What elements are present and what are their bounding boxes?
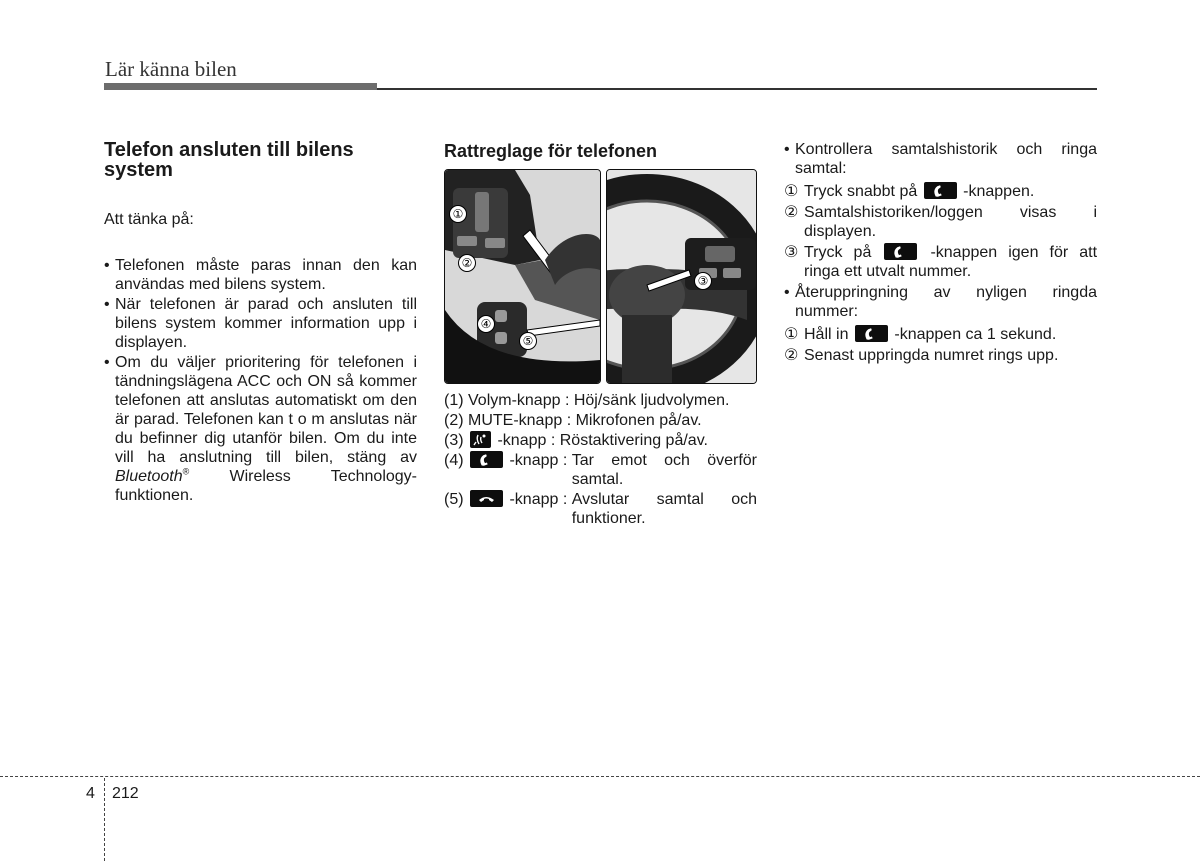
section-title: Lär känna bilen xyxy=(105,57,237,81)
definition-desc: Tar emot och överför samtal. xyxy=(571,452,757,488)
step-number: ① xyxy=(784,183,799,200)
callout-1: ① xyxy=(449,205,467,223)
left-column xyxy=(104,140,417,506)
phone-hangup-icon xyxy=(470,490,503,507)
list-item: • När telefonen är parad och ansluten till bilens system kommer information upp i displayen. xyxy=(104,295,417,352)
definition-key: (2) MUTE-knapp : xyxy=(444,412,572,429)
call-history-steps xyxy=(784,182,1097,281)
right-column xyxy=(784,140,1097,367)
step-number: ③ xyxy=(784,244,799,261)
phone-pickup-icon xyxy=(855,325,888,342)
definition-row xyxy=(444,391,757,410)
definition-desc: Höj/sänk ljudvolymen. xyxy=(573,392,730,409)
header-rule-accent xyxy=(104,83,377,90)
bullet-text: Om du väljer prioritering för telefonen i tändningslägena ACC och ON så kommer telefonen att anslutas automatiskt om den är parad. Telefonen kan t o m anslutas när du befinner dig utanför bilen. Om du inte vill ha anslutning till bilen, stäng av xyxy=(115,354,417,466)
definition-desc: Röstaktivering på/av. xyxy=(559,432,708,449)
left-bullet-list xyxy=(104,256,417,505)
steering-wheel-illustration xyxy=(607,170,756,383)
definition-desc: Avslutar samtal och funktioner. xyxy=(571,491,757,527)
definition-row xyxy=(444,451,757,489)
page-number: 212 xyxy=(112,785,139,802)
definition-key: (4) -knapp : xyxy=(444,452,568,469)
definition-row xyxy=(444,411,757,430)
phone-pickup-icon xyxy=(924,182,957,199)
steering-wheel-figure xyxy=(444,169,757,384)
step-item: ② Senast uppringda numret rings upp. xyxy=(784,347,1059,364)
callout-4: ④ xyxy=(477,315,495,333)
definition-key: (1) Volym-knapp : xyxy=(444,392,570,409)
registered-mark: ® xyxy=(182,466,190,477)
button-definitions xyxy=(444,391,757,529)
list-item: • Kontrollera samtalshistorik och ringa samtal: xyxy=(784,140,1097,178)
left-heading: Telefon ansluten till bilens system xyxy=(104,139,354,181)
step-item: ② Samtalshistoriken/loggen visas i displayen. xyxy=(784,204,1097,240)
definition-key: (3) -knapp : xyxy=(444,432,556,449)
closeup-illustration xyxy=(445,170,600,383)
definition-row xyxy=(444,490,757,528)
voice-icon xyxy=(470,431,491,448)
callout-3: ③ xyxy=(694,272,712,290)
phone-pickup-icon xyxy=(884,243,917,260)
bullet-text-end: Wireless Technology-funktionen. xyxy=(115,468,417,504)
list-item xyxy=(104,353,417,505)
callout-2: ② xyxy=(458,254,476,272)
redial-bullet-list xyxy=(784,283,1097,321)
step-number: ② xyxy=(784,347,799,364)
list-item: • Återuppringning av nyligen ringda nummer: xyxy=(784,283,1097,321)
middle-heading: Rattreglage för telefonen xyxy=(444,141,658,161)
definition-row xyxy=(444,431,757,450)
list-item: • Telefonen måste paras innan den kan användas med bilens system. xyxy=(104,256,417,294)
phone-pickup-icon xyxy=(470,451,503,468)
redial-steps xyxy=(784,325,1097,365)
wheel-panel xyxy=(606,169,757,384)
step-number: ② xyxy=(784,204,799,221)
step-item: ① Håll in -knappen ca 1 sekund. xyxy=(784,326,1057,343)
chapter-number: 4 xyxy=(86,785,95,802)
footer-vertical-divider xyxy=(104,778,105,861)
definition-key: (5) -knapp : xyxy=(444,491,568,508)
step-number: ① xyxy=(784,326,799,343)
step-item: ③ Tryck på -knappen igen för att ringa ett utvalt nummer. xyxy=(784,244,1098,280)
bluetooth-brand: Bluetooth xyxy=(115,468,183,485)
footer-divider xyxy=(0,776,1200,777)
step-item: ① Tryck snabbt på -knappen. xyxy=(784,183,1035,200)
header-rule xyxy=(377,88,1097,90)
middle-column xyxy=(444,140,757,161)
definition-desc: Mikrofonen på/av. xyxy=(575,412,702,429)
callout-5: ⑤ xyxy=(519,332,537,350)
intro-text: Att tänka på: xyxy=(104,211,194,228)
closeup-panel xyxy=(444,169,601,384)
right-bullet-list xyxy=(784,140,1097,178)
